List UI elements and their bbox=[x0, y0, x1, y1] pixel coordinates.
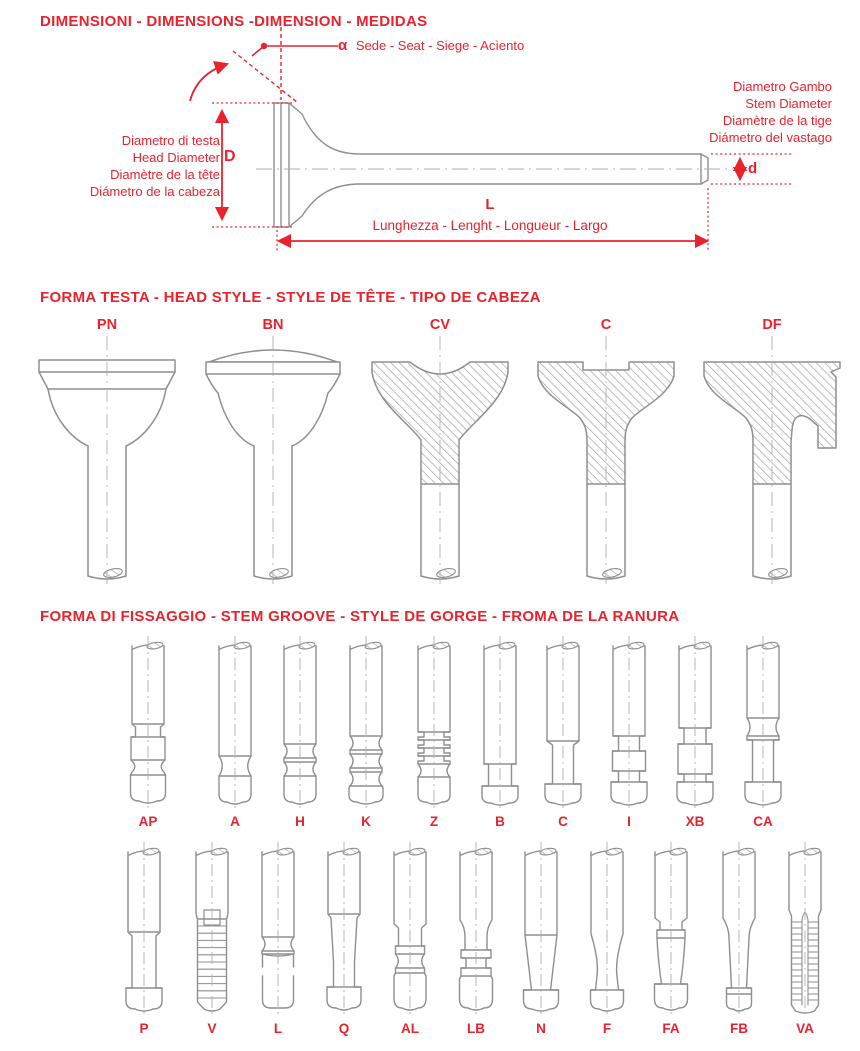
stem-groove-label: B bbox=[495, 814, 505, 829]
stem-groove-figure bbox=[314, 842, 374, 1020]
stem-grooves-section-title: FORMA DI FISSAGGIO - STEM GROOVE - STYLE DE GORGE - FROMA DE LA RANURA bbox=[40, 608, 680, 625]
stem-groove-figure bbox=[665, 636, 725, 814]
stem-groove-label: Z bbox=[429, 814, 439, 829]
stem-groove-figure bbox=[380, 842, 440, 1020]
stem-groove-figure bbox=[577, 842, 637, 1020]
stem-groove-label: LB bbox=[467, 1021, 485, 1036]
head-style-figure bbox=[24, 336, 190, 586]
stem-groove-label: N bbox=[536, 1021, 546, 1036]
stem-groove-label: P bbox=[139, 1021, 149, 1036]
stem-groove-figure bbox=[270, 636, 330, 814]
head-diameter-symbol: D bbox=[224, 148, 236, 165]
head-diameter-line: Head Diameter bbox=[132, 150, 220, 165]
head-style-figure bbox=[523, 336, 689, 586]
stem-groove-figure bbox=[205, 636, 265, 814]
stem-groove-figure bbox=[470, 636, 530, 814]
head-style-figure bbox=[190, 336, 356, 586]
head-style-label: BN bbox=[262, 317, 284, 333]
alpha-symbol: α bbox=[338, 37, 348, 54]
stem-groove-figure bbox=[182, 842, 242, 1020]
stem-groove-label: F bbox=[602, 1021, 612, 1036]
stem-groove-label: FA bbox=[662, 1021, 680, 1036]
stem-diameter-line: Stem Diameter bbox=[745, 96, 832, 111]
stem-groove-label: K bbox=[361, 814, 371, 829]
stem-groove-label: VA bbox=[796, 1021, 814, 1036]
head-style-label: CV bbox=[429, 317, 451, 333]
stem-diameter-line: Diamètre de la tige bbox=[722, 113, 832, 128]
head-diameter-label bbox=[30, 132, 220, 200]
stem-groove-figure bbox=[336, 636, 396, 814]
head-style-label: DF bbox=[762, 317, 782, 333]
head-style-label: PN bbox=[96, 317, 118, 333]
head-diameter-line: Diamètre de la tête bbox=[110, 167, 220, 182]
stem-groove-figure bbox=[118, 636, 178, 814]
length-symbol: L bbox=[485, 196, 495, 213]
head-diameter-line: Diámetro de la cabeza bbox=[89, 184, 220, 199]
stem-groove-label: L bbox=[273, 1021, 283, 1036]
stem-groove-label: Q bbox=[338, 1021, 350, 1036]
stem-groove-figure bbox=[599, 636, 659, 814]
stem-groove-label: I bbox=[627, 814, 631, 829]
stem-groove-label: C bbox=[558, 814, 568, 829]
stem-groove-label: FB bbox=[730, 1021, 748, 1036]
dimensions-section-title: DIMENSIONI - DIMENSIONS -DIMENSION - MEDIDAS bbox=[40, 13, 428, 30]
head-styles-section-title: FORMA TESTA - HEAD STYLE - STYLE DE TÊTE - TIPO DE CABEZA bbox=[40, 289, 541, 306]
stem-diameter-symbol: d bbox=[748, 160, 758, 177]
stem-groove-figure bbox=[775, 842, 835, 1020]
stem-groove-label: A bbox=[230, 814, 240, 829]
length-label: Lunghezza - Lenght - Longueur - Largo bbox=[372, 218, 608, 233]
stem-groove-label: V bbox=[207, 1021, 217, 1036]
head-style-label: C bbox=[600, 317, 612, 333]
stem-groove-figure bbox=[446, 842, 506, 1020]
stem-groove-label: CA bbox=[753, 814, 773, 829]
stem-groove-figure bbox=[114, 842, 174, 1020]
stem-groove-label: AP bbox=[138, 814, 158, 829]
stem-groove-label: AL bbox=[401, 1021, 419, 1036]
stem-groove-figure bbox=[248, 842, 308, 1020]
stem-groove-figure bbox=[709, 842, 769, 1020]
stem-groove-label: H bbox=[295, 814, 305, 829]
stem-groove-figure bbox=[511, 842, 571, 1020]
stem-groove-figure bbox=[641, 842, 701, 1020]
seat-annotation bbox=[338, 37, 524, 54]
stem-diameter-line: Diámetro del vastago bbox=[709, 130, 832, 145]
stem-groove-figure bbox=[404, 636, 464, 814]
stem-diameter-line: Diametro Gambo bbox=[733, 79, 832, 94]
head-style-figure bbox=[357, 336, 523, 586]
head-diameter-line: Diametro di testa bbox=[121, 133, 220, 148]
stem-diameter-label bbox=[640, 78, 832, 146]
seat-label: Sede - Seat - Siege - Acìento bbox=[355, 38, 525, 53]
stem-groove-label: XB bbox=[685, 814, 705, 829]
stem-groove-figure bbox=[533, 636, 593, 814]
stem-groove-figure bbox=[733, 636, 793, 814]
head-style-figure bbox=[689, 336, 855, 586]
seat-angle-dot bbox=[261, 43, 267, 49]
